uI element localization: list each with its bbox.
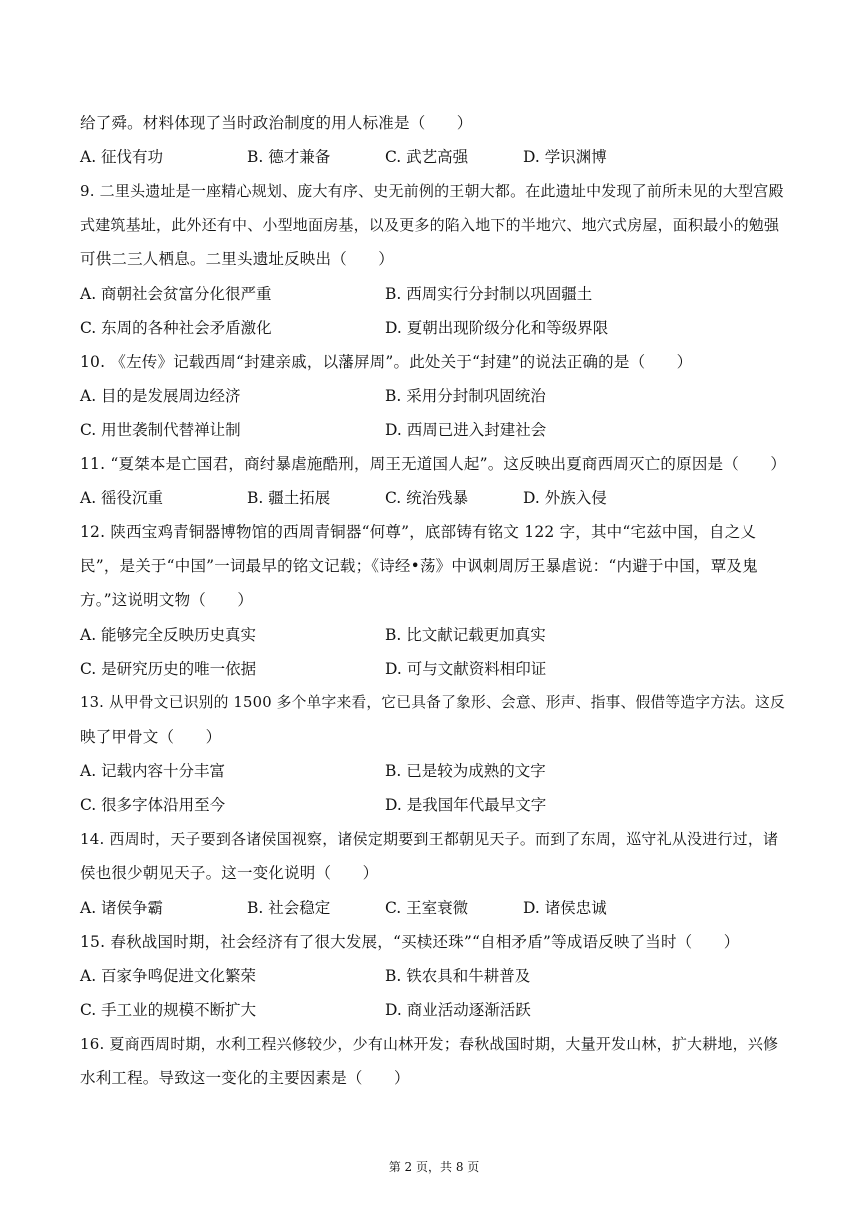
option-c: C. 东周的各种社会矛盾激化	[80, 319, 272, 337]
question-12-line-1: 12. 陕西宝鸡青铜器博物馆的西周青铜器“何尊”，底部铸有铭文 122 字，其中“宅兹中国，自之乂	[80, 523, 757, 541]
question-14-line-2: 侯也很少朝见天子。这一变化说明（ ）	[80, 864, 379, 882]
question-11-line-1: 11. “夏桀本是亡国君，商纣暴虐施酷刑，周王无道国人起”。这反映出夏商西周灭亡的原因是（ ）	[80, 455, 787, 473]
option-d: D. 是我国年代最早文字	[385, 796, 547, 814]
option-d: D. 可与文献资料相印证	[385, 660, 547, 678]
option-a: A. 徭役沉重	[80, 489, 164, 507]
option-a: A. 征伐有功	[80, 148, 164, 166]
question-9-line-1: 9. 二里头遗址是一座精心规划、庞大有序、史无前例的王朝大都。在此遗址中发现了前所未见的大型宫殿	[80, 182, 784, 200]
option-a: A. 目的是发展周边经济	[80, 387, 241, 405]
option-b: B. 比文献记载更加真实	[385, 626, 546, 644]
question-8-stem-end: 给了舜。材料体现了当时政治制度的用人标准是（ ）	[80, 114, 473, 132]
option-c: C. 武艺高强	[385, 148, 469, 166]
option-d: D. 夏朝出现阶级分化和等级界限	[385, 319, 609, 337]
option-c: C. 手工业的规模不断扩大	[80, 1001, 257, 1019]
option-c: C. 很多字体沿用至今	[80, 796, 226, 814]
option-d: D. 外族入侵	[523, 489, 607, 507]
question-13-line-1: 13. 从甲骨文已识别的 1500 多个单字来看，它已具备了象形、会意、形声、指事、假借等造字方法。这反	[80, 694, 785, 711]
option-c: C. 用世袭制代替禅让制	[80, 421, 241, 439]
question-12-line-2: 民”，是关于“中国”一词最早的铭文记载；《诗经•荡》中讽刺周厉王暴虐说：“内避于中国，覃及鬼	[80, 557, 758, 575]
question-9-line-3: 可供二三人栖息。二里头遗址反映出（ ）	[80, 250, 395, 268]
option-b: B. 德才兼备	[247, 148, 331, 166]
page-footer: 第 2 页，共 8 页	[388, 1160, 480, 1174]
option-d: D. 西周已进入封建社会	[385, 421, 547, 439]
option-a: A. 记载内容十分丰富	[80, 762, 226, 780]
option-a: A. 能够完全反映历史真实	[80, 626, 257, 644]
option-c: C. 是研究历史的唯一依据	[80, 660, 257, 678]
option-d: D. 诸侯忠诚	[523, 899, 607, 917]
question-9-line-2: 式建筑基址，此外还有中、小型地面房基，以及更多的陷入地下的半地穴、地穴式房屋，面积最小的勉强	[80, 216, 780, 234]
question-16-line-1: 16. 夏商西周时期，水利工程兴修较少，少有山林开发；春秋战国时期，大量开发山林，扩大耕地，兴修	[80, 1035, 779, 1053]
option-b: B. 社会稳定	[247, 899, 331, 917]
option-b: B. 西周实行分封制以巩固疆土	[385, 285, 593, 303]
question-15-line-1: 15. 春秋战国时期，社会经济有了很大发展，“买椟还珠”“自相矛盾”等成语反映了当时（ ）	[80, 933, 740, 951]
option-b: B. 疆土拓展	[247, 489, 331, 507]
question-16-line-2: 水利工程。导致这一变化的主要因素是（ ）	[80, 1069, 410, 1087]
question-13-line-2: 映了甲骨文（ ）	[80, 728, 222, 746]
option-b: B. 已是较为成熟的文字	[385, 762, 546, 780]
option-d: D. 商业活动逐渐活跃	[385, 1001, 531, 1019]
option-c: C. 王室衰微	[385, 899, 469, 917]
option-a: A. 诸侯争霸	[80, 899, 164, 917]
question-10-line-1: 10. 《左传》记载西周“封建亲戚，以藩屏周”。此处关于“封建”的说法正确的是（ ）	[80, 353, 693, 371]
option-c: C. 统治残暴	[385, 489, 469, 507]
option-a: A. 百家争鸣促进文化繁荣	[80, 967, 257, 985]
option-b: B. 采用分封制巩固统治	[385, 387, 546, 405]
question-12-line-3: 方。”这说明文物（ ）	[80, 591, 254, 609]
option-b: B. 铁农具和牛耕普及	[385, 967, 531, 985]
option-a: A. 商朝社会贫富分化很严重	[80, 285, 272, 303]
question-14-line-1: 14. 西周时，天子要到各诸侯国视察，诸侯定期要到王都朝见天子。而到了东周，巡守礼从没进行过，诸	[80, 830, 779, 848]
option-d: D. 学识渊博	[523, 148, 607, 166]
